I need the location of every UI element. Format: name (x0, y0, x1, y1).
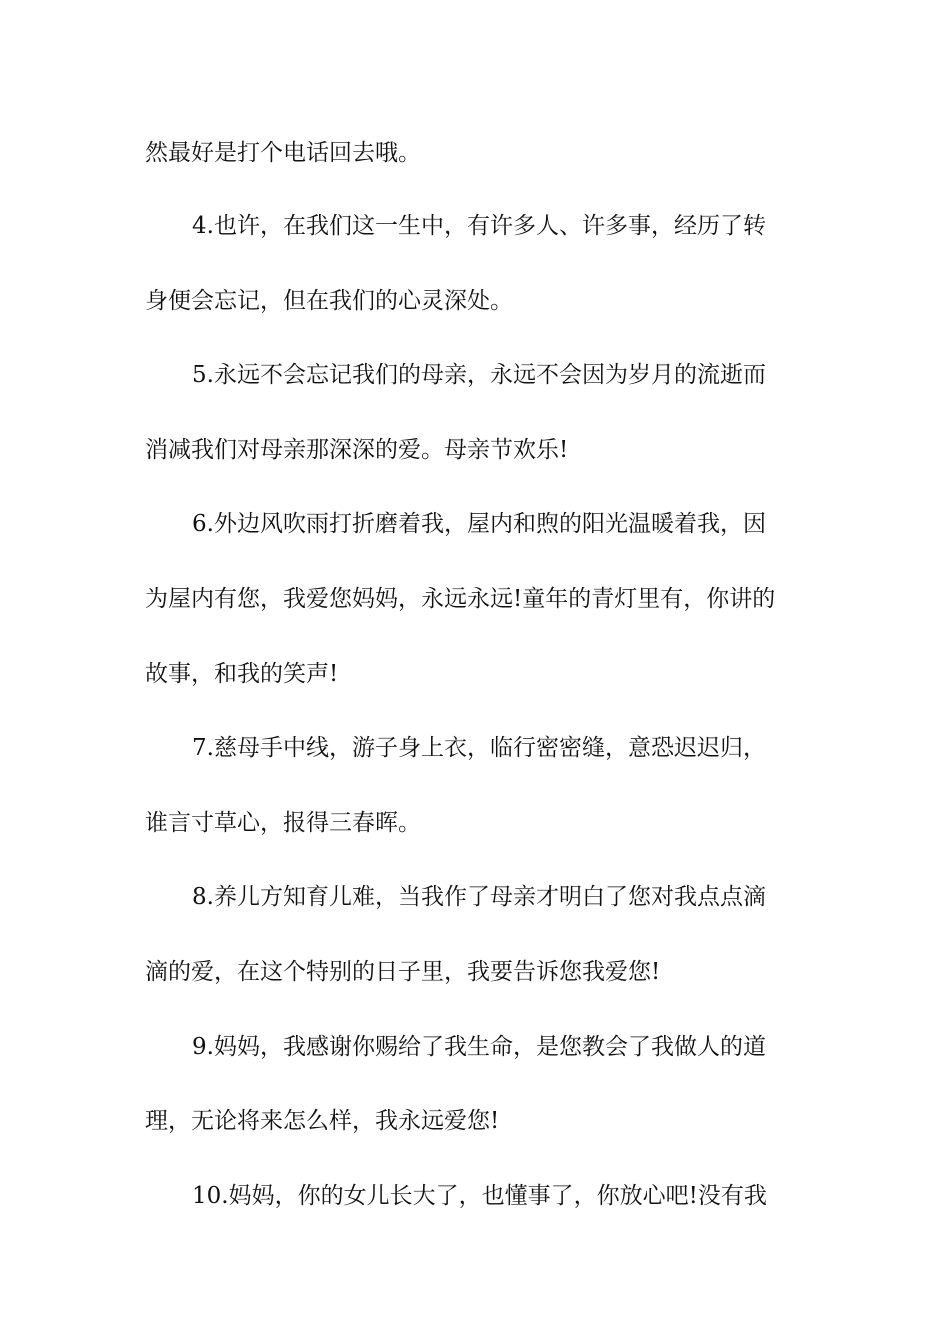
text-line: 7.慈母手中线，游子身上衣，临行密密缝，意恐迟迟归， (192, 735, 766, 761)
text-line: 为屋内有您，我爱您妈妈，永远永远!童年的青灯里有，你讲的 (145, 586, 776, 612)
text-line: 6.外边风吹雨打折磨着我，屋内和煦的阳光温暖着我，因 (192, 511, 766, 537)
text-line: 10.妈妈，你的女儿长大了，也懂事了，你放心吧!没有我 (192, 1183, 767, 1209)
text-line: 4.也许，在我们这一生中，有许多人、许多事，经历了转 (192, 213, 766, 239)
text-line: 理，无论将来怎么样，我永远爱您! (145, 1108, 500, 1134)
text-line: 9.妈妈，我感谢你赐给了我生命，是您教会了我做人的道 (192, 1034, 766, 1060)
text-line: 故事，和我的笑声! (145, 661, 339, 687)
text-line: 5.永远不会忘记我们的母亲，永远不会因为岁月的流逝而 (192, 362, 766, 388)
text-line: 滴的爱，在这个特别的日子里，我要告诉您我爱您! (145, 959, 661, 985)
text-line: 8.养儿方知育儿难，当我作了母亲才明白了您对我点点滴 (192, 884, 766, 910)
text-line: 身便会忘记，但在我们的心灵深处。 (145, 288, 513, 314)
text-line: 然最好是打个电话回去哦。 (145, 140, 421, 166)
text-line: 谁言寸草心，报得三春晖。 (145, 810, 421, 836)
text-line: 消减我们对母亲那深深的爱。母亲节欢乐! (145, 437, 569, 463)
